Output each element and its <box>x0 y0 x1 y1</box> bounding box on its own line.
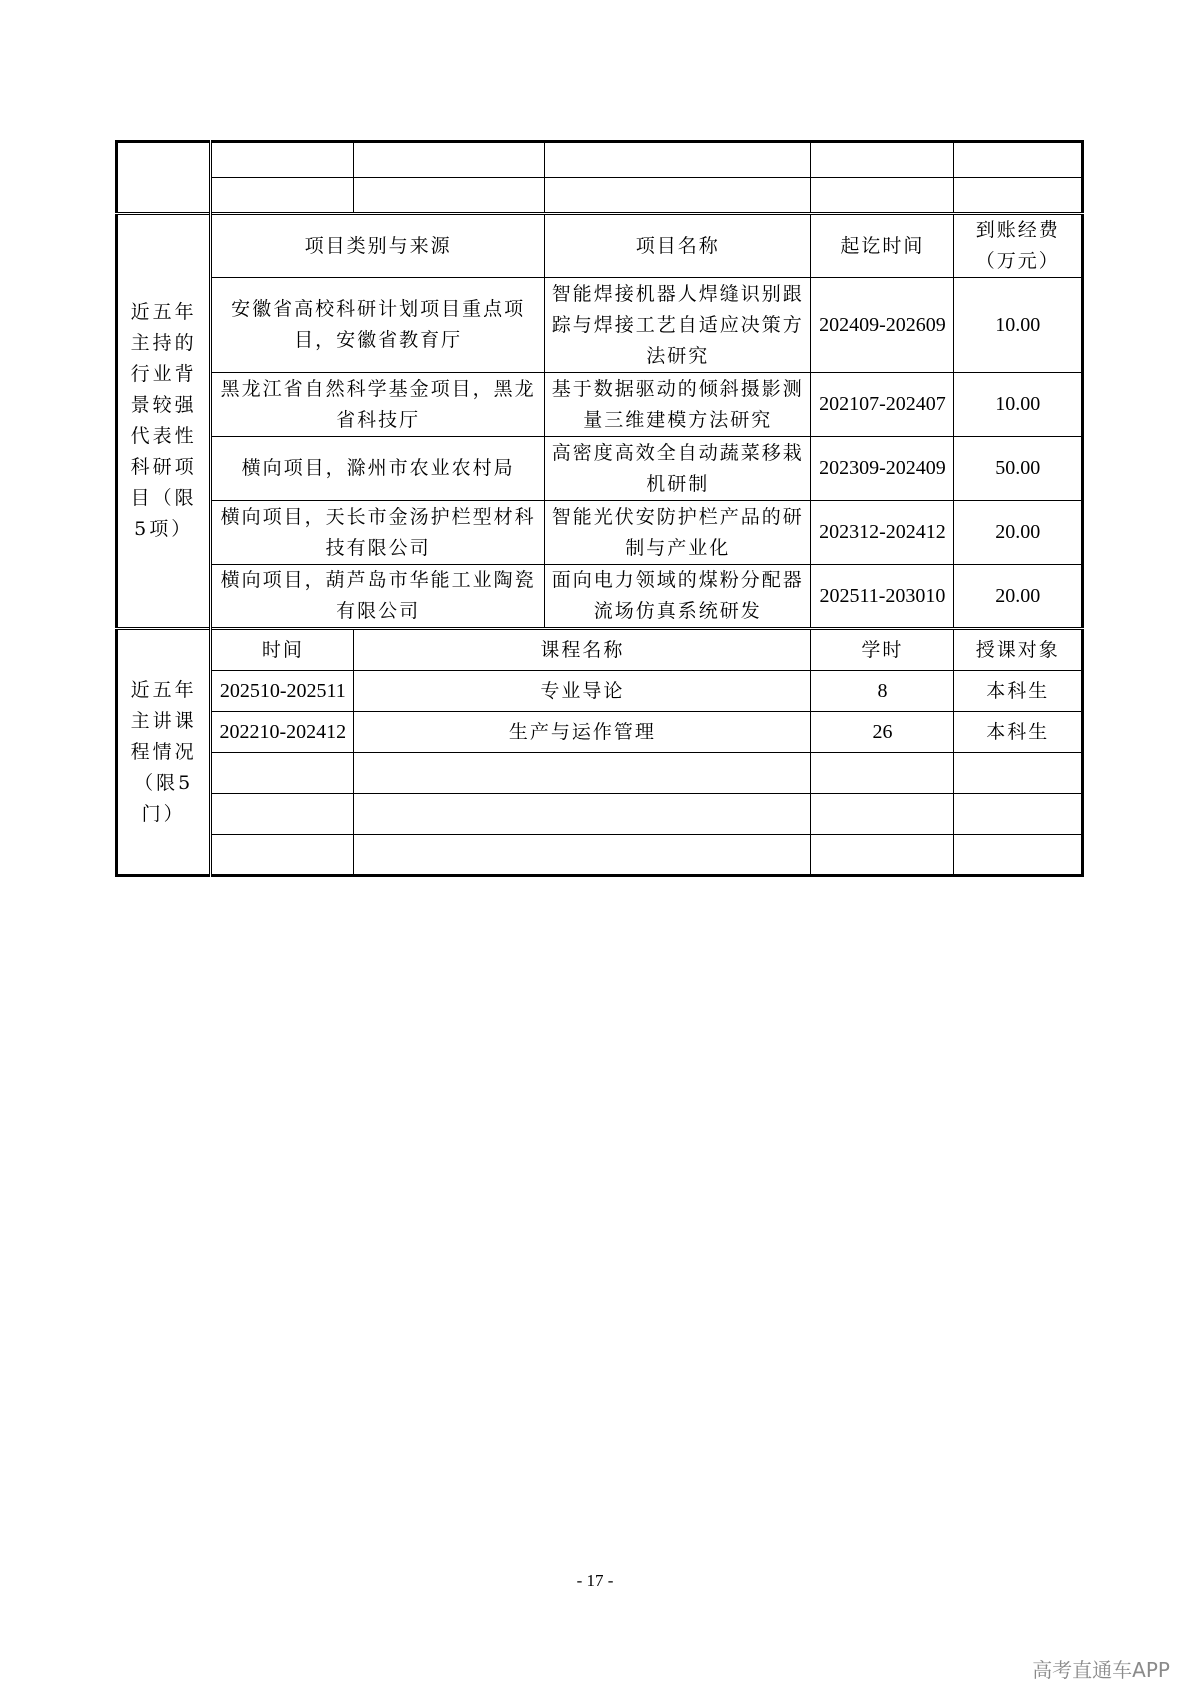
course-hours <box>811 794 954 835</box>
course-section-label: 近五年主讲课程情况（限5门） <box>117 629 211 876</box>
project-name: 面向电力领域的煤粉分配器流场仿真系统研发 <box>545 565 811 629</box>
project-period: 202511-203010 <box>811 565 954 629</box>
header-target: 授课对象 <box>954 629 1083 671</box>
page-number: - 17 - <box>576 1571 614 1590</box>
research-row <box>117 501 1083 565</box>
research-row <box>117 278 1083 373</box>
research-section-label: 近五年主持的行业背景较强代表性科研项目（限5项） <box>117 214 211 629</box>
course-name <box>354 835 811 876</box>
course-name <box>354 794 811 835</box>
course-name <box>354 753 811 794</box>
empty-label-cell <box>117 142 211 214</box>
project-funds: 10.00 <box>954 373 1083 437</box>
project-period: 202409-202609 <box>811 278 954 373</box>
project-source: 黑龙江省自然科学基金项目，黑龙省科技厅 <box>211 373 545 437</box>
course-name: 专业导论 <box>354 671 811 712</box>
course-hours <box>811 753 954 794</box>
research-row <box>117 373 1083 437</box>
course-time <box>211 835 354 876</box>
course-row <box>117 712 1083 753</box>
project-period: 202107-202407 <box>811 373 954 437</box>
project-name: 基于数据驱动的倾斜摄影测量三维建模方法研究 <box>545 373 811 437</box>
course-row <box>117 794 1083 835</box>
header-period: 起讫时间 <box>811 214 954 278</box>
application-form-table <box>115 140 1084 877</box>
research-header-row <box>117 214 1083 278</box>
header-hours: 学时 <box>811 629 954 671</box>
header-course-name: 课程名称 <box>354 629 811 671</box>
project-source: 横向项目，天长市金汤护栏型材科技有限公司 <box>211 501 545 565</box>
course-name: 生产与运作管理 <box>354 712 811 753</box>
course-target <box>954 753 1083 794</box>
watermark-text: 高考直通车APP <box>1032 1658 1170 1682</box>
course-time <box>211 753 354 794</box>
course-row <box>117 671 1083 712</box>
project-funds: 50.00 <box>954 437 1083 501</box>
project-name: 高密度高效全自动蔬菜移栽机研制 <box>545 437 811 501</box>
project-funds: 20.00 <box>954 501 1083 565</box>
project-name: 智能光伏安防护栏产品的研制与产业化 <box>545 501 811 565</box>
course-time: 202210-202412 <box>211 712 354 753</box>
empty-row <box>117 178 1083 214</box>
course-header-row <box>117 629 1083 671</box>
course-hours: 26 <box>811 712 954 753</box>
research-row <box>117 565 1083 629</box>
project-funds: 20.00 <box>954 565 1083 629</box>
empty-row <box>117 142 1083 178</box>
header-time: 时间 <box>211 629 354 671</box>
course-target: 本科生 <box>954 671 1083 712</box>
project-source: 横向项目，滁州市农业农村局 <box>211 437 545 501</box>
project-name: 智能焊接机器人焊缝识别跟踪与焊接工艺自适应决策方法研究 <box>545 278 811 373</box>
course-target <box>954 835 1083 876</box>
course-hours: 8 <box>811 671 954 712</box>
header-funds: 到账经费（万元） <box>954 214 1083 278</box>
course-time: 202510-202511 <box>211 671 354 712</box>
project-source: 横向项目，葫芦岛市华能工业陶瓷有限公司 <box>211 565 545 629</box>
course-target: 本科生 <box>954 712 1083 753</box>
course-row <box>117 835 1083 876</box>
header-source: 项目类别与来源 <box>211 214 545 278</box>
project-funds: 10.00 <box>954 278 1083 373</box>
header-project-name: 项目名称 <box>545 214 811 278</box>
course-target <box>954 794 1083 835</box>
course-hours <box>811 835 954 876</box>
project-source: 安徽省高校科研计划项目重点项目，安徽省教育厅 <box>211 278 545 373</box>
course-row <box>117 753 1083 794</box>
project-period: 202312-202412 <box>811 501 954 565</box>
research-row <box>117 437 1083 501</box>
project-period: 202309-202409 <box>811 437 954 501</box>
course-time <box>211 794 354 835</box>
